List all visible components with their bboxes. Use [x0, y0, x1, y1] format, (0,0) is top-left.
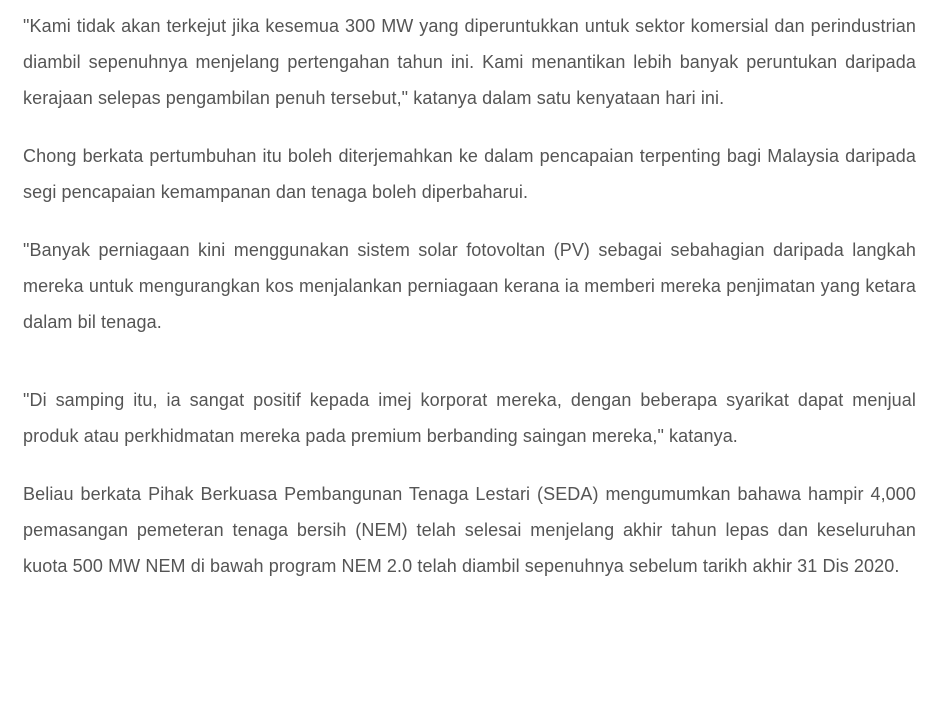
- article-paragraph: "Kami tidak akan terkejut jika kesemua 300 MW yang diperuntukkan untuk sektor komersial dan perindustrian diambil sepenuhnya menjelang pertengahan tahun ini. Kami menantikan lebih banyak peruntukan daripada kerajaan selepas pengambilan penuh tersebut," katanya dalam satu kenyataan hari ini.: [23, 16, 916, 108]
- article-body: [23, 8, 916, 606]
- article-paragraph: Beliau berkata Pihak Berkuasa Pembangunan Tenaga Lestari (SEDA) mengumumkan bahawa hampir 4,000 pemasangan pemeteran tenaga bersih (NEM) telah selesai menjelang akhir tahun lepas dan keseluruhan kuota 500 MW NEM di bawah program NEM 2.0 telah diambil sepenuhnya sebelum tarikh akhir 31 Dis 2020.: [23, 484, 916, 576]
- article-paragraph: "Di samping itu, ia sangat positif kepada imej korporat mereka, dengan beberapa syarikat dapat menjual produk atau perkhidmatan mereka pada premium berbanding saingan mereka," katanya.: [23, 390, 916, 446]
- article-paragraph: Chong berkata pertumbuhan itu boleh diterjemahkan ke dalam pencapaian terpenting bagi Malaysia daripada segi pencapaian kemampanan dan tenaga boleh diperbaharui.: [23, 146, 916, 202]
- article-paragraph: "Banyak perniagaan kini menggunakan sistem solar fotovoltan (PV) sebagai sebahagian daripada langkah mereka untuk mengurangkan kos menjalankan perniagaan kerana ia memberi mereka penjimatan yang ketara dalam bil tenaga.: [23, 240, 916, 332]
